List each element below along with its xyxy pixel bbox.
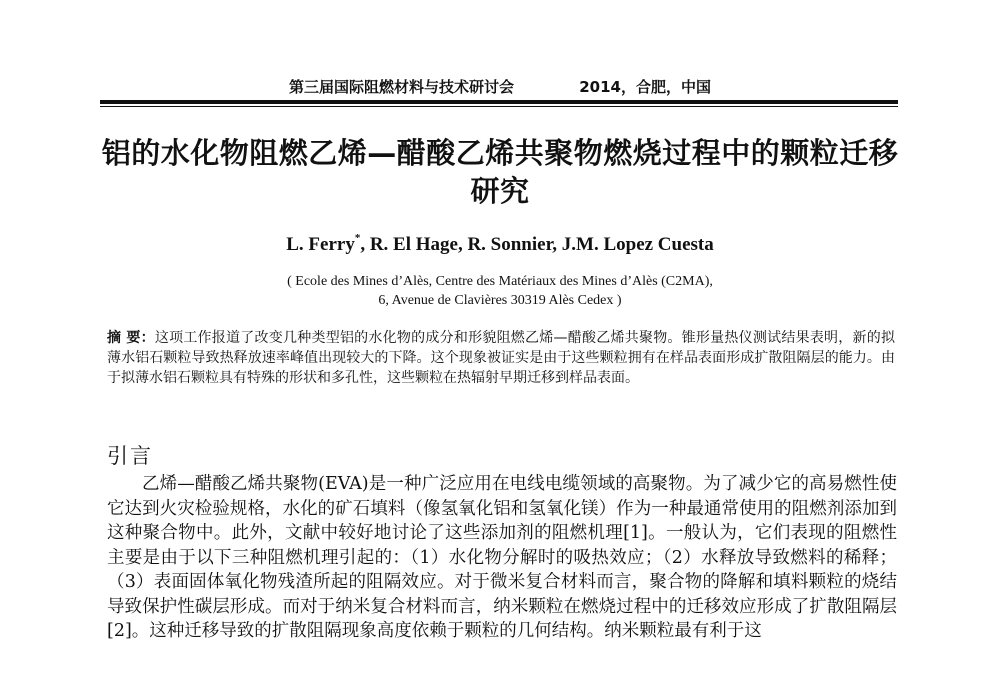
section-heading-introduction: 引言 [107,444,153,468]
header-rule-thin [100,106,898,107]
abstract-label: 摘 要： [107,330,155,346]
conference-name: 第三届国际阻燃材料与技术研讨会 [289,78,515,96]
other-authors: , R. El Hage, R. Sonnier, J.M. Lopez Cuesta [360,234,714,255]
corresponding-mark: * [354,232,361,244]
author-list [0,234,1000,256]
affiliation-line-1: ( Ecole des Mines d’Alès, Centre des Matériaux des Mines d’Alès (C2MA), [287,274,713,289]
abstract [107,328,895,388]
abstract-text: 这项工作报道了改变几种类型铝的水化物的成分和形貌阻燃乙烯—醋酸乙烯共聚物。锥形量热仪测试结果表明，新的拟薄水铝石颗粒导致热释放速率峰值出现较大的下降。这个现象被证实是由于这些颗粒拥有在样品表面形成扩散阻隔层的能力。由于拟薄水铝石颗粒具有特殊的形状和多孔性，这些颗粒在热辐射早期迁移到样品表面。 [107,330,896,386]
introduction-paragraph: 乙烯—醋酸乙烯共聚物(EVA)是一种广泛应用在电线电缆领域的高聚物。为了减少它的高易燃性使它达到火灾检验规格，水化的矿石填料（像氢氧化铝和氢氧化镁）作为一种最通常使用的阻燃剂添加到这种聚合物中。此外，文献中较好地讨论了这些添加剂的阻燃机理[1]。一般认为，它们表现的阻燃性主要是由于以下三种阻燃机理引起的：（1）水化物分解时的吸热效应；（2）水释放导致燃料的稀释；（3）表面固体氧化物残渣所起的阻隔效应。对于微米复合材料而言，聚合物的降解和填料颗粒的烧结导致保护性碳层形成。而对于纳米复合材料而言，纳米颗粒在燃烧过程中的迁移效应形成了扩散阻隔层[2]。这种迁移导致的扩散阻隔现象高度依赖于颗粒的几何结构。纳米颗粒最有利于这 [107,474,897,641]
header-rule-thick [100,100,898,104]
affiliation-line-2: 6, Avenue de Clavières 30319 Alès Cedex ) [378,293,622,308]
paper-title: 铝的水化物阻燃乙烯—醋酸乙烯共聚物燃烧过程中的颗粒迁移研究 [101,136,899,208]
running-header [0,76,1000,100]
conference-date-place: 2014，合肥，中国 [579,78,711,96]
first-author: L. Ferry [286,234,355,255]
